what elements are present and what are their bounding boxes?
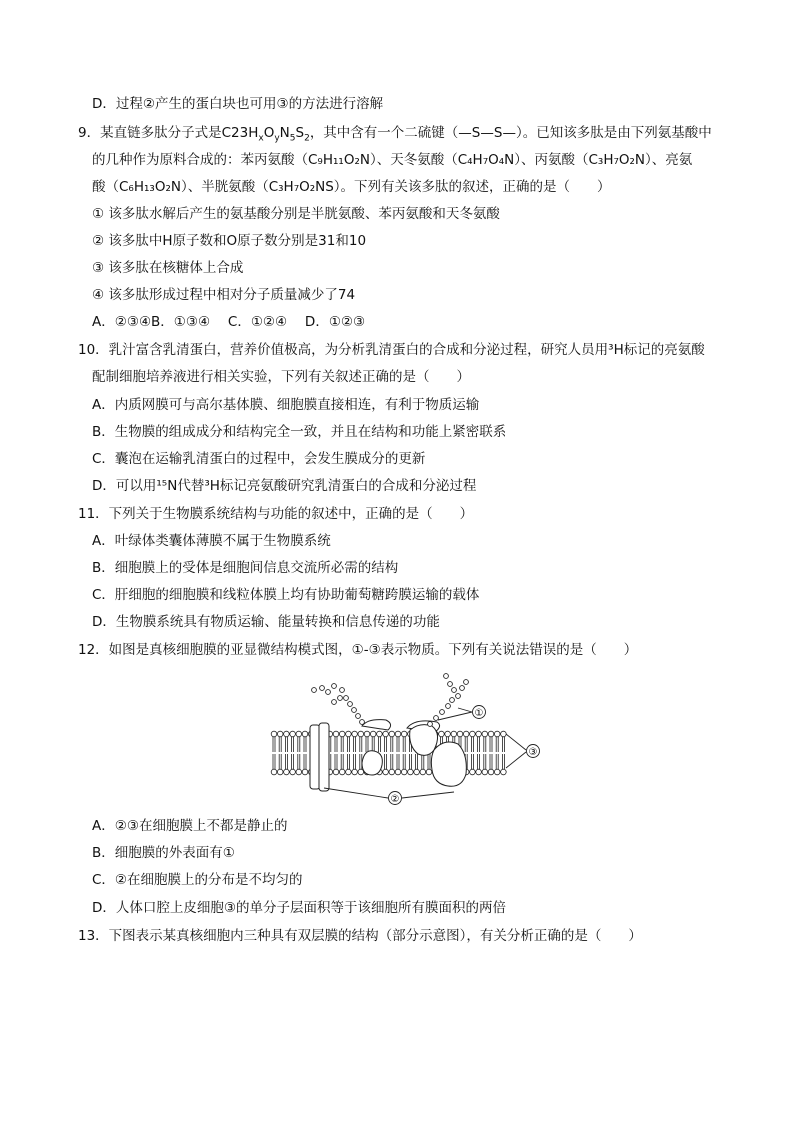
q9-statement-2: ② 该多肽中H原子数和O原子数分别是31和10 bbox=[92, 233, 367, 249]
q10-option-a: A．内质网膜可与高尔基体膜、细胞膜直接相连，有利于物质运输 bbox=[92, 397, 480, 413]
label-2: ② bbox=[390, 794, 400, 805]
q9-stem-line-1: 9．某直链多肽分子式是$C23H_xO_yN_5S_2$，其中含有一个二硫键（—S—S—）。已知该多肽是由下列氨基酸中 bbox=[78, 125, 712, 144]
q11-option-a: A．叶绿体类囊体薄膜不属于生物膜系统 bbox=[92, 533, 331, 549]
q9-options: A．②③④B．①③④ C．①②④ D．①②③ bbox=[92, 314, 366, 330]
q9-stem-line-2: 的几种作为原料合成的：苯丙氨酸（C₉H₁₁O₂N）、天冬氨酸（C₄H₇O₄N）、丙氨酸（C₃H₇O₂N）、亮氨 bbox=[92, 152, 693, 168]
q12-option-a: A．②③在细胞膜上不都是静止的 bbox=[92, 818, 288, 834]
q11-option-b: B．细胞膜上的受体是细胞间信息交流所必需的结构 bbox=[92, 560, 399, 576]
label-3: ③ bbox=[528, 747, 538, 758]
q13-stem: 13．下图表示某真核细胞内三种具有双层膜的结构（部分示意图），有关分析正确的是（ ） bbox=[78, 928, 642, 944]
q10-option-c: C．囊泡在运输乳清蛋白的过程中，会发生膜成分的更新 bbox=[92, 451, 426, 467]
q12-option-d: D．人体口腔上皮细胞③的单分子层面积等于该细胞所有膜面积的两倍 bbox=[92, 900, 506, 916]
q12-option-b: B．细胞膜的外表面有① bbox=[92, 845, 235, 861]
q11-option-c: C．肝细胞的细胞膜和线粒体膜上均有协助葡萄糖跨膜运输的载体 bbox=[92, 587, 480, 603]
q11-option-d: D．生物膜系统具有物质运输、能量转换和信息传递的功能 bbox=[92, 614, 440, 630]
q12-stem: 12．如图是真核细胞膜的亚显微结构模式图，①-③表示物质。下列有关说法错误的是（ ） bbox=[78, 642, 638, 658]
q10-option-d: D．可以用¹⁵N代替³H标记亮氨酸研究乳清蛋白的合成和分泌过程 bbox=[92, 478, 477, 494]
label-1: ① bbox=[474, 708, 484, 719]
q10-option-b: B．生物膜的组成成分和结构完全一致，并且在结构和功能上紧密联系 bbox=[92, 424, 507, 440]
phospholipid-top-heads bbox=[271, 731, 506, 775]
q8-option-d: D．过程②产生的蛋白块也可用③的方法进行溶解 bbox=[92, 96, 384, 112]
q11-stem: 11．下列关于生物膜系统结构与功能的叙述中，正确的是（ ） bbox=[78, 506, 474, 522]
cell-membrane-diagram bbox=[262, 668, 552, 810]
q9-statement-1: ① 该多肽水解后产生的氨基酸分别是半胱氨酸、苯丙氨酸和天冬氨酸 bbox=[92, 206, 500, 222]
q10-stem-line-2: 配制细胞培养液进行相关实验，下列有关叙述正确的是（ ） bbox=[92, 369, 470, 385]
q12-option-c: C．②在细胞膜上的分布是不均匀的 bbox=[92, 872, 303, 888]
q10-stem-line-1: 10．乳汁富含乳清蛋白，营养价值极高，为分析乳清蛋白的合成和分泌过程，研究人员用³H标记的亮氨酸 bbox=[78, 342, 705, 358]
q9-statement-4: ④ 该多肽形成过程中相对分子质量减少了74 bbox=[92, 287, 356, 303]
q9-statement-3: ③ 该多肽在核糖体上合成 bbox=[92, 260, 244, 276]
membrane-proteins bbox=[310, 720, 466, 791]
q9-stem-line-3: 酸（C₆H₁₃O₂N）、半胱氨酸（C₃H₇O₂NS）。下列有关该多肽的叙述，正确的是（ ） bbox=[92, 179, 611, 195]
